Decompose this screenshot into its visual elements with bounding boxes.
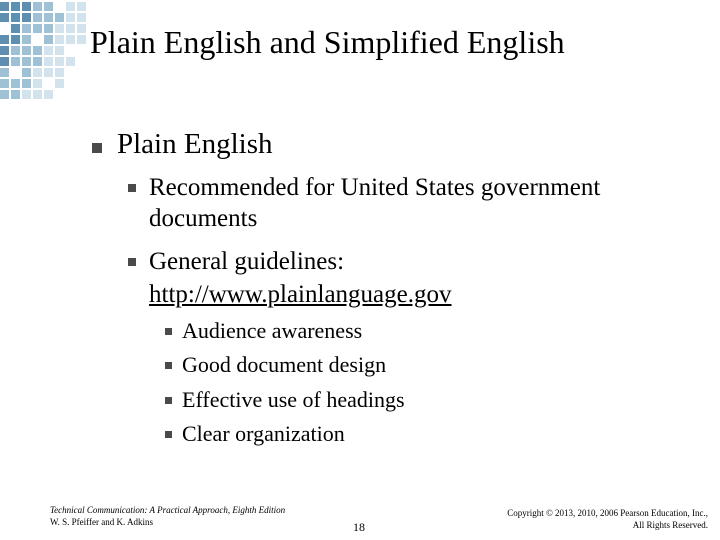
decorative-square — [22, 24, 31, 33]
decorative-square — [66, 57, 75, 66]
decorative-square — [22, 90, 31, 99]
decorative-square — [22, 79, 31, 88]
decorative-square — [77, 2, 86, 11]
decorative-square — [55, 13, 64, 22]
bullet-square-icon — [165, 328, 172, 335]
decorative-square — [44, 57, 53, 66]
decorative-square — [22, 35, 31, 44]
decorative-square — [22, 57, 31, 66]
footer-book-title: Technical Communication: A Practical Approach, Eighth Edition — [50, 505, 286, 515]
decorative-square — [11, 24, 20, 33]
page-number: 18 — [353, 520, 365, 534]
decorative-square — [55, 57, 64, 66]
decorative-square — [33, 2, 42, 11]
bullet-recommended-line2: documents — [149, 205, 258, 232]
decorative-square — [66, 24, 75, 33]
decorative-square — [0, 2, 9, 11]
footer-book-info — [50, 504, 285, 528]
decorative-square — [0, 90, 9, 99]
bullet-plain-english: Plain English — [117, 128, 273, 160]
decorative-square — [33, 24, 42, 33]
bullet-audience-awareness: Audience awareness — [182, 318, 363, 343]
decorative-square — [44, 90, 53, 99]
copyright-line-1: Copyright © 2013, 2010, 2006 Pearson Education, Inc., — [507, 508, 708, 518]
decorative-square — [33, 90, 42, 99]
decorative-square — [33, 46, 42, 55]
bullet-headings: Effective use of headings — [182, 387, 405, 412]
decorative-square — [0, 35, 9, 44]
copyright-line-2: All Rights Reserved. — [632, 520, 708, 530]
bullet-square-icon — [92, 143, 102, 153]
decorative-square — [77, 13, 86, 22]
bullet-square-icon — [128, 184, 136, 192]
bullet-guidelines: General guidelines: — [149, 248, 345, 275]
decorative-square — [44, 68, 53, 77]
decorative-square — [22, 68, 31, 77]
decorative-square — [66, 35, 75, 44]
decorative-square — [33, 79, 42, 88]
decorative-square — [0, 13, 9, 22]
decorative-square — [66, 2, 75, 11]
decorative-square — [11, 79, 20, 88]
footer-copyright — [507, 507, 708, 531]
decorative-square — [11, 90, 20, 99]
plainlanguage-link[interactable]: http://www.plainlanguage.gov — [149, 281, 452, 308]
decorative-square — [0, 57, 9, 66]
footer-authors: W. S. Pfeiffer and K. Adkins — [50, 517, 153, 527]
decorative-square — [77, 35, 86, 44]
decorative-square — [77, 24, 86, 33]
decorative-square — [11, 57, 20, 66]
decorative-square — [44, 35, 53, 44]
decorative-square — [22, 2, 31, 11]
decorative-square — [44, 13, 53, 22]
decorative-square — [33, 57, 42, 66]
decorative-square — [11, 46, 20, 55]
decorative-square — [44, 2, 53, 11]
decorative-square — [11, 13, 20, 22]
decorative-square — [55, 79, 64, 88]
decorative-square — [55, 35, 64, 44]
corner-decoration — [0, 0, 90, 104]
slide-title: Plain English and Simplified English — [90, 24, 565, 60]
decorative-square — [22, 46, 31, 55]
decorative-square — [11, 35, 20, 44]
decorative-square — [55, 68, 64, 77]
decorative-square — [55, 24, 64, 33]
bullet-clear-organization: Clear organization — [182, 421, 345, 446]
bullet-square-icon — [128, 258, 136, 266]
decorative-square — [11, 2, 20, 11]
bullet-square-icon — [165, 431, 172, 438]
decorative-square — [0, 46, 9, 55]
decorative-square — [44, 24, 53, 33]
decorative-square — [22, 13, 31, 22]
decorative-square — [0, 68, 9, 77]
decorative-square — [0, 79, 9, 88]
decorative-square — [33, 13, 42, 22]
bullet-square-icon — [165, 362, 172, 369]
decorative-square — [66, 13, 75, 22]
bullet-recommended-line1: Recommended for United States government — [149, 174, 601, 201]
decorative-square — [33, 68, 42, 77]
decorative-square — [44, 46, 53, 55]
bullet-document-design: Good document design — [182, 352, 387, 377]
decorative-square — [55, 46, 64, 55]
bullet-square-icon — [165, 397, 172, 404]
